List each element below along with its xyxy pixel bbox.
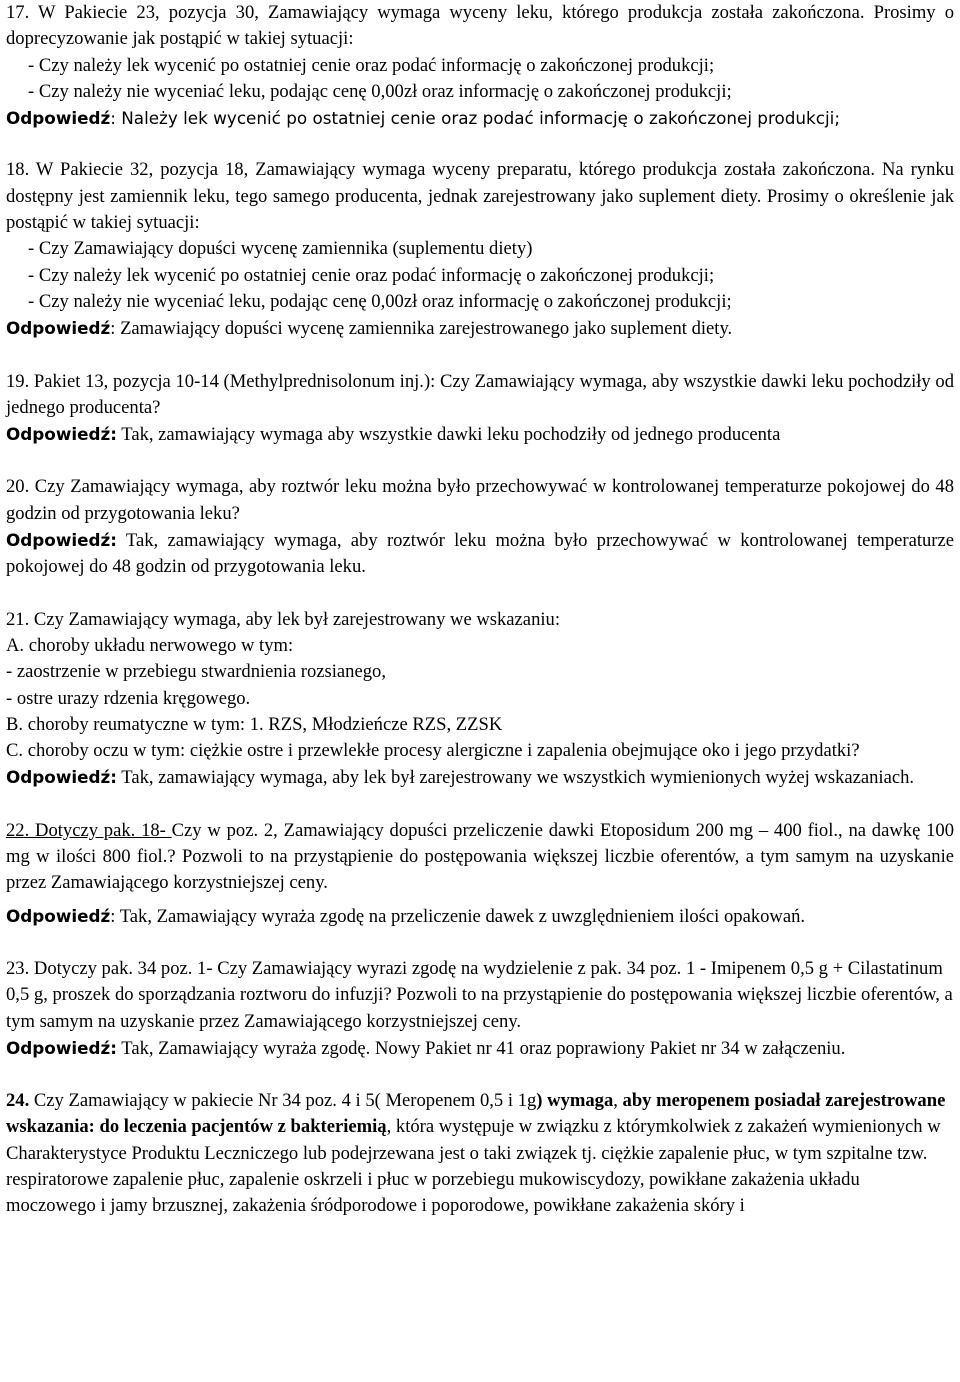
q18-question: 18. W Pakiecie 32, pozycja 18, Zamawiający wymaga wyceny preparatu, którego produkcja została zakończona. Na rynku dostępny jest zamiennik leku, tego samego producenta, jednak zarejestrowany jako suplement diety. Prosimy o określenie jak postąpić w takiej sytuacji:	[6, 159, 954, 234]
q22-question	[6, 818, 954, 897]
q21-item-a1: - zaostrzenie w przebiegu stwardnienia rozsianego,	[6, 661, 386, 683]
q23-answer-text: Tak, Zamawiający wyraża zgodę. Nowy Pakiet nr 41 oraz poprawiony Pakiet nr 34 w załączeniu.	[116, 1037, 846, 1059]
q17-option-2: - Czy należy nie wyceniać leku, podając cenę 0,00zł oraz informację o zakończonej produkcji;	[28, 80, 732, 102]
q21-answer-text: Tak, zamawiający wymaga, aby lek był zarejestrowany we wszystkich wymienionych wyżej wskazaniach.	[116, 767, 915, 789]
q19-answer-text: Tak, zamawiający wymaga aby wszystkie dawki leku pochodziły od jednego producenta	[116, 424, 781, 446]
q21-item-b: B. choroby reumatyczne w tym: 1. RZS, Młodzieńcze RZS, ZZSK	[6, 713, 503, 735]
q20-answer	[6, 527, 954, 581]
q22-answer-text: : Tak, Zamawiający wyraża zgodę na przeliczenie dawek z uwzględnieniem ilości opakowań.	[110, 905, 806, 927]
q18-option-3: - Czy należy nie wyceniać leku, podając cenę 0,00zł oraz informację o zakończonej produkcji;	[28, 290, 732, 312]
q17-question: 17. W Pakiecie 23, pozycja 30, Zamawiający wymaga wyceny leku, którego produkcja została zakończona. Prosimy o doprecyzowanie jak postąpić w takiej sytuacji:	[6, 2, 954, 50]
q22-reference: 22. Dotyczy pak. 18-	[6, 819, 172, 841]
q20-answer-text: Tak, zamawiający wymaga, aby roztwór leku można było przechowywać w kontrolowanej temperaturze pokojowej do 48 godzin od przygotowania leku.	[6, 530, 954, 578]
q20-question: 20. Czy Zamawiający wymaga, aby roztwór leku można było przechowywać w kontrolowanej temperaturze pokojowej do 48 godzin od przygotowania leku?	[6, 476, 954, 524]
q24-text-5: , która występuje w związku z którymkolwiek z zakażeń wymienionych w Charakterystyce Produktu Leczniczego lub podejrzewana jest o taki związek tj. ciężkie zapalenie płuc, w tym szpitalne tzw. respiratorowe zapalenie płuc, zapalenie oskrzeli i płuc w porzebiegu mukowiscydozy, powikłane zakażenia układu moczowego i jamy brzusznej, zakażenia śródporodowe i poporodowe, powikłane zakażenia skóry i	[6, 1116, 941, 1217]
q21-answer-label: Odpowiedź:	[6, 767, 117, 788]
q24-text-2: ) wymaga	[536, 1090, 614, 1112]
q24-number: 24.	[6, 1090, 30, 1112]
q18-answer-text: : Zamawiający dopuści wycenę zamiennika zarejestrowanego jako suplement diety.	[110, 318, 733, 340]
q18-option-1: - Czy Zamawiający dopuści wycenę zamiennika (suplementu diety)	[28, 238, 533, 260]
q19-answer	[6, 421, 954, 448]
q24-text-4: aby meropenem posiadał zarejestrowane wskazania: do leczenia pacjentów z bakteriemią	[6, 1090, 946, 1138]
q21-item-a2: - ostre urazy rdzenia kręgowego.	[6, 687, 251, 709]
q21-question: 21. Czy Zamawiający wymaga, aby lek był zarejestrowany we wskazaniu:	[6, 608, 560, 630]
q23-answer-label: Odpowiedź:	[6, 1037, 117, 1058]
q21-item-a: A. choroby układu nerwowego w tym:	[6, 634, 294, 656]
q24-text-3: ,	[613, 1090, 623, 1112]
q18-option-2: - Czy należy lek wycenić po ostatniej cenie oraz podać informację o zakończonej produkcji;	[28, 264, 715, 286]
q21-answer	[6, 764, 954, 791]
q22-question-text: Czy w poz. 2, Zamawiający dopuści przeliczenie dawki Etoposidum 200 mg – 400 fiol., na dawkę 100 mg w ilości 800 fiol.? Pozwoli to na przystąpienie do postępowania większej liczbie oferentów, a tym samym na uzyskanie przez Zamawiającego korzystniejszej ceny.	[6, 819, 955, 894]
q18-answer	[6, 315, 954, 342]
q23-question: 23. Dotyczy pak. 34 poz. 1- Czy Zamawiający wyrazi zgodę na wydzielenie z pak. 34 poz. 1 - Imipenem 0,5 g + Cilastatinum 0,5 g, proszek do sporządzania roztworu do infuzji? Pozwoli to na przystąpienie do postępowania większej liczbie oferentów, a tym samym na uzyskanie przez Zamawiającego korzystniejszej ceny.	[6, 957, 953, 1032]
q17-answer-label: Odpowiedź	[6, 108, 111, 129]
q18-answer-label: Odpowiedź	[6, 318, 111, 339]
q21-item-c: C. choroby oczu w tym: ciężkie ostre i przewlekłe procesy alergiczne i zapalenia obejmujące oko i jego przydatki?	[6, 740, 860, 762]
q24-text-1: Czy Zamawiający w pakiecie Nr 34 poz. 4 i 5( Meropenem 0,5 i 1g	[29, 1090, 537, 1112]
q22-answer-label: Odpowiedź	[6, 905, 111, 926]
q24-question	[6, 1088, 954, 1219]
q17-answer-text: : Należy lek wycenić po ostatniej cenie oraz podać informację o zakończonej produkcji;	[110, 108, 840, 129]
q20-answer-label: Odpowiedź:	[6, 530, 117, 551]
q23-answer	[6, 1035, 954, 1062]
q22-answer	[6, 903, 954, 930]
q19-question: 19. Pakiet 13, pozycja 10-14 (Methylprednisolonum inj.): Czy Zamawiający wymaga, aby wszystkie dawki leku pochodziły od jednego producenta?	[6, 370, 954, 418]
q17-option-1: - Czy należy lek wycenić po ostatniej cenie oraz podać informację o zakończonej produkcji;	[28, 54, 715, 76]
q19-answer-label: Odpowiedź:	[6, 424, 117, 445]
q17-answer	[6, 105, 954, 131]
